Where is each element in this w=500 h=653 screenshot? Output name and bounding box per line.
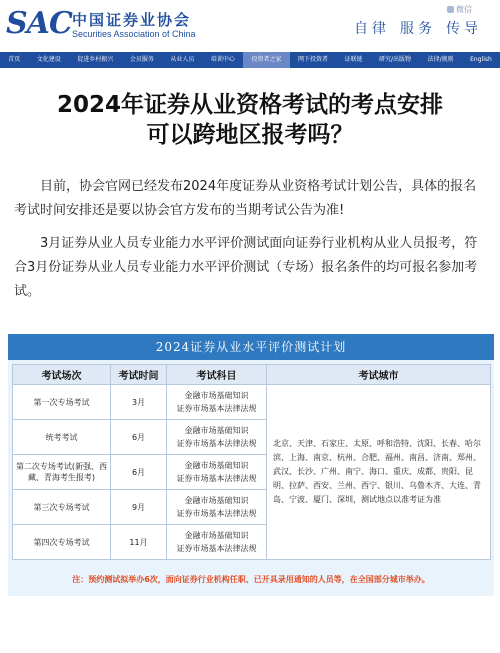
cell-time: 11月 <box>111 525 167 560</box>
title-line-2: 可以跨地区报考吗？ <box>146 122 354 148</box>
main-nav <box>0 52 500 68</box>
cell-session: 第四次专场考试 <box>13 525 111 560</box>
article-paragraph-1: 目前，协会官网已经发布2024年度证券从业资格考试计划公告，具体的报名考试时间安排还是要以协会官方发布的当期考试公告为准! <box>14 179 477 218</box>
nav-chain[interactable]: 证联链 <box>344 56 363 63</box>
cell-subject <box>167 525 267 560</box>
motto-3: 传导 <box>446 21 482 37</box>
nav-rules[interactable]: 法律/规则 <box>427 56 454 63</box>
weixin-icon <box>447 6 454 13</box>
motto-1: 自律 <box>354 21 390 37</box>
cell-subject <box>167 490 267 525</box>
nav-offline-investor[interactable]: 网下投资者 <box>297 56 328 63</box>
cell-cities: 北京、天津、石家庄、太原、呼和浩特、沈阳、长春、哈尔滨、上海、南京、杭州、合肥、福州、南昌、济南、郑州、武汉、长沙、广州、南宁、海口、重庆、成都、贵阳、昆明、拉萨、西安、兰州、西宁、银川、乌鲁木齐、大连、青岛、宁波、厦门、深圳，测试地点以准考证为准 <box>267 385 491 560</box>
cell-session: 第一次专场考试 <box>13 385 111 420</box>
nav-home[interactable]: 首页 <box>8 56 21 63</box>
subject-1: 金融市场基础知识 <box>184 531 249 540</box>
nav-training[interactable]: 培训中心 <box>210 56 235 63</box>
cell-time: 6月 <box>111 420 167 455</box>
article-paragraph-2: 3月证券从业人员专业能力水平评价测试面向证券行业机构从业人员报考，符合3月份证券从业人员专业能力水平评价测试（专场）报名条件的均可报名参加考试。 <box>14 236 478 299</box>
nav-english[interactable]: English <box>470 56 492 63</box>
cell-session: 第二次专场考试(新强、西藏、青海考生报考) <box>13 455 111 490</box>
subject-1: 金融市场基础知识 <box>184 426 249 435</box>
site-header <box>0 0 500 50</box>
subject-2: 证券市场基本法律法规 <box>176 439 257 448</box>
logo-english-name: Securities Association of China <box>72 29 196 39</box>
nav-investor-home[interactable]: 投资者之家 <box>243 52 290 68</box>
nav-practitioners[interactable]: 从业人员 <box>170 56 195 63</box>
nav-rural[interactable]: 促进乡村振兴 <box>77 56 114 63</box>
nav-culture[interactable]: 文化建设 <box>36 56 61 63</box>
cell-subject <box>167 455 267 490</box>
cell-subject <box>167 420 267 455</box>
cell-time: 6月 <box>111 455 167 490</box>
weixin-label: 微信 <box>456 5 472 14</box>
subject-1: 金融市场基础知识 <box>184 391 249 400</box>
header-subject: 考试科目 <box>167 365 267 385</box>
table-row <box>13 385 491 420</box>
table-header-row <box>13 365 491 385</box>
weixin-link[interactable] <box>447 4 472 15</box>
logo-chinese-name: 中国证券业协会 <box>72 11 192 29</box>
title-line-1: 2024年证券从业资格考试的考点安排 <box>56 92 443 118</box>
article-title <box>0 90 500 150</box>
subject-2: 证券市场基本法律法规 <box>176 509 257 518</box>
subject-2: 证券市场基本法律法规 <box>176 544 257 553</box>
exam-plan-panel <box>8 334 494 596</box>
cell-time: 3月 <box>111 385 167 420</box>
subject-1: 金融市场基础知识 <box>184 496 249 505</box>
cell-time: 9月 <box>111 490 167 525</box>
subject-2: 证券市场基本法律法规 <box>176 404 257 413</box>
plan-note: 注：预约测试拟举办6次，面向证券行业机构任职、已开具录用通知的人员等，在全国部分城市举办。 <box>72 575 430 584</box>
logo-mark[interactable]: SAC <box>6 6 72 41</box>
header-session: 考试场次 <box>13 365 111 385</box>
motto <box>344 18 482 38</box>
plan-title: 2024证券从业水平评价测试计划 <box>8 334 494 360</box>
cell-subject <box>167 385 267 420</box>
plan-table <box>12 364 491 560</box>
subject-1: 金融市场基础知识 <box>184 461 249 470</box>
header-time: 考试时间 <box>111 365 167 385</box>
nav-research[interactable]: 研究/出版物 <box>379 56 412 63</box>
cell-session: 统考考试 <box>13 420 111 455</box>
nav-member-service[interactable]: 会员服务 <box>129 56 154 63</box>
header-city: 考试城市 <box>267 365 491 385</box>
subject-2: 证券市场基本法律法规 <box>176 474 257 483</box>
cell-session: 第三次专场考试 <box>13 490 111 525</box>
motto-2: 服务 <box>400 21 436 37</box>
